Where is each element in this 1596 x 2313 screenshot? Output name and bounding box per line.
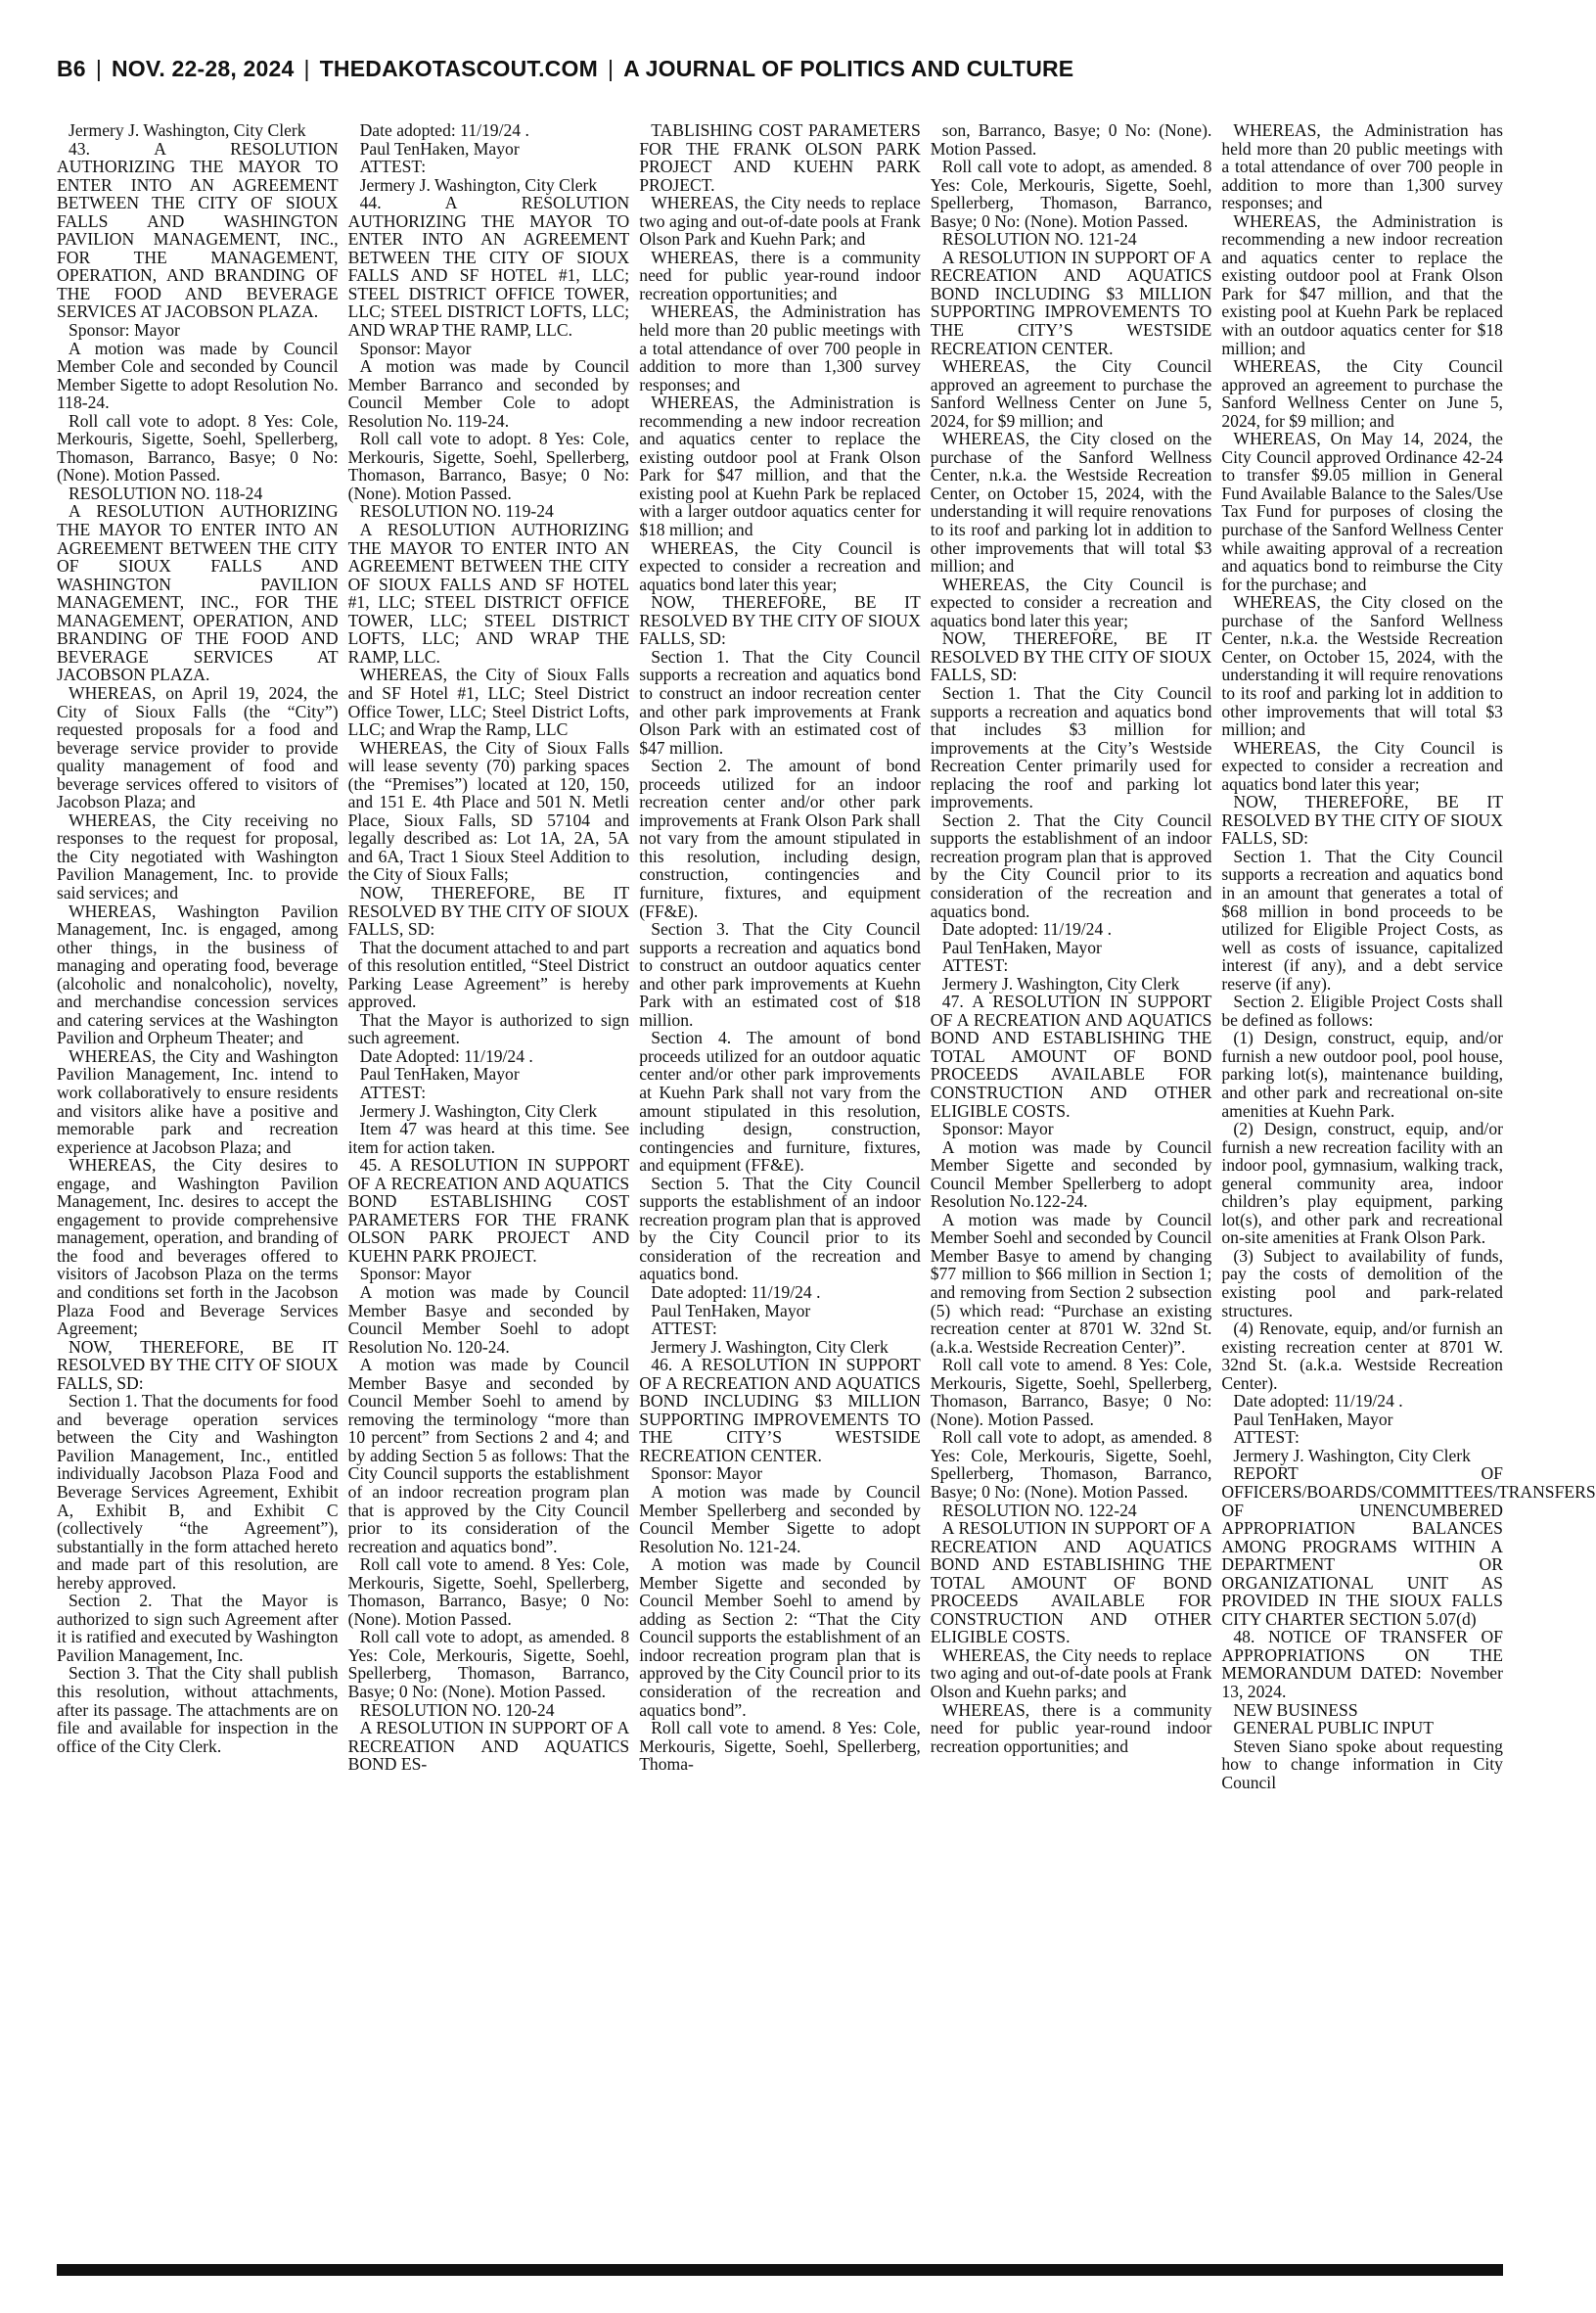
column-paragraph: A motion was made by Council Member Basye and seconded by Council Member Soehl to adopt Resolution No. 120-24. (347, 1282, 630, 1357)
column-paragraph: RESOLUTION NO. 118-24 (68, 483, 263, 503)
column-paragraph: ATTEST: (1233, 1427, 1300, 1448)
column-paragraph: RESOLUTION NO. 121-24 (941, 229, 1137, 250)
publication-tagline: A JOURNAL OF POLITICS AND CULTURE (623, 55, 1074, 81)
column-paragraph: Roll call vote to adopt. 8 Yes: Cole, Merkouris, Sigette, Soehl, Spellerberg, Thomason, Barranco, Basye; 0 No: (None). Motion Passed. (347, 429, 630, 503)
column-paragraph: Jermery J. Washington, City Clerk (941, 973, 1180, 994)
column-paragraph: WHEREAS, there is a community need for public year-round indoor recreation opportunities; and (930, 1699, 1212, 1756)
column-paragraph: A motion was made by Council Member Sigette and seconded by Council Member Spellerberg to adopt Resolution No.122-24. (930, 1136, 1212, 1212)
column-paragraph: 48. NOTICE OF TRANSFER OF APPROPRIATIONS ON THE MEMORANDUM DATED: November 13, 2024. (1221, 1627, 1503, 1702)
column-paragraph: WHEREAS, the City closed on the purchase of the Sanford Wellness Center, n.k.a. the Westside Recreation Center, on October 15, 2024, with the understanding it will require renovations to its roof and parking lot in addition to other improvements that will total $3 million; and (1221, 592, 1503, 740)
column-paragraph: 44. A RESOLUTION AUTHORIZING THE MAYOR TO ENTER INTO AN AGREEMENT BETWEEN THE CITY OF SIOUX FALLS AND SF HOTEL #1, LLC; STEEL DISTRICT OFFICE TOWER, LLC; STEEL DISTRICT LOFTS, LLC; AND WRAP THE RAMP, LLC. (347, 193, 630, 341)
column-paragraph: Paul TenHaken, Mayor (359, 138, 520, 159)
column-paragraph: NOW, THEREFORE, BE IT RESOLVED BY THE CITY OF SIOUX FALLS, SD: (1221, 792, 1503, 849)
column-paragraph: REPORT OF OFFICERS/BOARDS/COMMITTEES/TRANSFERS OF UNENCUMBERED APPROPRIATION BALANCES AMONG PROGRAMS WITHIN A DEPARTMENT OR ORGANIZATIONAL UNIT AS PROVIDED IN THE SIOUX FALLS CITY CHARTER SECTION 5.07(d) (1221, 1463, 1596, 1629)
legal-notice-columns (57, 120, 1596, 2255)
column-paragraph: A RESOLUTION IN SUPPORT OF A RECREATION AND AQUATICS BOND INCLUDING $3 MILLION SUPPORTING IMPROVEMENTS TO THE CITY’S WESTSIDE RECREATION CENTER. (930, 247, 1212, 358)
column-paragraph: Section 2. That the City Council supports the establishment of an indoor recreation program plan that is approved by the City Council prior to its consideration of the recreation and aquatics bond. (930, 810, 1212, 921)
text-column-3 (639, 121, 921, 2255)
column-paragraph: A RESOLUTION IN SUPPORT OF A RECREATION AND AQUATICS BOND AND ESTABLISHING THE TOTAL AMOUNT OF BOND PROCEEDS AVAILABLE FOR CONSTRUCTION AND OTHER ELIGIBLE COSTS. (930, 1518, 1212, 1647)
text-column-5 (1221, 120, 1596, 2255)
column-paragraph: A RESOLUTION AUTHORIZING THE MAYOR TO ENTER INTO AN AGREEMENT BETWEEN THE CITY OF SIOUX FALLS AND WASHINGTON PAVILION MANAGEMENT, INC., FOR THE MANAGEMENT, OPERATION, AND BRANDING OF THE FOOD AND BEVERAGE SERVICES AT JACOBSON PLAZA. (57, 501, 339, 685)
column-paragraph: 43. A RESOLUTION AUTHORIZING THE MAYOR TO ENTER INTO AN AGREEMENT BETWEEN THE CITY OF SIOUX FALLS AND WASHINGTON PAVILION MANAGEMENT, INC., FOR THE MANAGEMENT, OPERATION, AND BRANDING OF THE FOOD AND BEVERAGE SERVICES AT JACOBSON PLAZA. (57, 138, 339, 322)
page-number: B6 (57, 55, 86, 81)
column-paragraph: WHEREAS, the City Council approved an agreement to purchase the Sanford Wellness Center on June 5, 2024, for $9 million; and (930, 356, 1212, 431)
column-paragraph: (1) Design, construct, equip, and/or furnish a new outdoor pool, pool house, parking lot(s), maintenance building, and other park and recreational on-site amenities at Kuehn Park. (1221, 1028, 1503, 1121)
column-paragraph: Paul TenHaken, Mayor (1233, 1409, 1393, 1429)
column-paragraph: (3) Subject to availability of funds, pay the costs of demolition of the existing pool and park-related structures. (1221, 1245, 1503, 1320)
site-name: THEDAKOTASCOUT.COM (319, 55, 598, 81)
column-paragraph: A motion was made by Council Member Cole and seconded by Council Member Sigette to adopt Resolution No. 118-24. (57, 338, 339, 413)
header-separator: | (607, 55, 615, 81)
text-column-1 (57, 121, 339, 2255)
column-paragraph: A motion was made by Council Member Sigette and seconded by Council Member Soehl to amend by adding as Section 2: “That the City Council supports the establishment of an indoor recreation program plan that is approved by the City Council prior to its consideration of the recreation and aquatics bond”. (639, 1554, 921, 1720)
column-paragraph: 47. A RESOLUTION IN SUPPORT OF A RECREATION AND AQUATICS BOND AND ESTABLISHING THE TOTAL AMOUNT OF BOND PROCEEDS AVAILABLE FOR CONSTRUCTION AND OTHER ELIGIBLE COSTS. (930, 992, 1212, 1121)
column-paragraph: That the document attached to and part of this resolution entitled, “Steel District Parking Lease Agreement” is hereby approved. (347, 937, 630, 1012)
issue-date: NOV. 22-28, 2024 (112, 55, 295, 81)
column-paragraph: Date Adopted: 11/19/24 . (359, 1045, 533, 1066)
column-paragraph: NOW, THEREFORE, BE IT RESOLVED BY THE CITY OF SIOUX FALLS, SD: (57, 1336, 339, 1393)
column-paragraph: Section 2. Eligible Project Costs shall be defined as follows: (1221, 992, 1503, 1030)
column-paragraph: WHEREAS, the City and Washington Pavilion Management, Inc. intend to work collaboratively to ensure residents and visitors alike have a positive and memorable park and recreation experience at Jacobson Plaza; and (57, 1045, 339, 1157)
column-paragraph: GENERAL PUBLIC INPUT (1233, 1718, 1434, 1738)
column-paragraph: A motion was made by Council Member Soehl and seconded by Council Member Basye to amend by changing $77 million to $66 million in Section 1; and removing from Section 2 subsection (5) which read: “Purchase an existing recreation center at 8701 W. 32nd St. (a.k.a. Westside Recreation Center)”. (930, 1209, 1212, 1357)
column-paragraph: Date adopted: 11/19/24 . (359, 120, 529, 140)
column-paragraph: NEW BUSINESS (1233, 1699, 1358, 1720)
column-paragraph: RESOLUTION NO. 120-24 (359, 1699, 555, 1720)
column-paragraph: Section 1. That the City Council supports a recreation and aquatics bond in an amount that generates a total of $68 million in bond proceeds to be utilized for Eligible Project Costs, as well as costs of issuance, capitalized interest (if any), and a debt service reserve (if any). (1221, 846, 1503, 994)
column-paragraph: ATTEST: (359, 157, 427, 177)
column-paragraph: Date adopted: 11/19/24 . (941, 919, 1113, 940)
column-paragraph: Date adopted: 11/19/24 . (651, 1282, 821, 1302)
column-paragraph: WHEREAS, the Administration is recommending a new indoor recreation and aquatics center to replace the existing outdoor pool at Frank Olson Park for $47 million, and that the existing pool at Kuehn Park be replaced with a larger outdoor aquatics center for $18 million; and (639, 393, 921, 540)
column-paragraph: That the Mayor is authorized to sign such agreement. (347, 1009, 630, 1048)
column-paragraph: Jermery J. Washington, City Clerk (359, 174, 598, 195)
column-paragraph: Section 1. That the City Council supports a recreation and aquatics bond that includes $3 million for improvements at the City’s Westside Recreation Center primarily used for replacing the roof and parking lot improvements. (930, 682, 1212, 812)
column-paragraph: TABLISHING COST PARAMETERS FOR THE FRANK OLSON PARK PROJECT AND KUEHN PARK PROJECT. (639, 120, 921, 195)
column-paragraph: Roll call vote to adopt, as amended. 8 Yes: Cole, Merkouris, Sigette, Soehl, Spellerberg, Thomason, Barranco, Basye; 0 No: (None). Motion Passed. (347, 1627, 630, 1702)
column-paragraph: A RESOLUTION AUTHORIZING THE MAYOR TO ENTER INTO AN AGREEMENT BETWEEN THE CITY OF SIOUX FALLS AND SF HOTEL #1, LLC; STEEL DISTRICT OFFICE TOWER, LLC; STEEL DISTRICT LOFTS, LLC; AND WRAP THE RAMP, LLC. (347, 520, 630, 667)
column-paragraph: Roll call vote to adopt, as amended. 8 Yes: Cole, Merkouris, Sigette, Soehl, Spellerberg, Thomason, Barranco, Basye; 0 No: (None). Motion Passed. (930, 1427, 1212, 1503)
column-paragraph: Sponsor: Mayor (651, 1463, 763, 1484)
column-paragraph: WHEREAS, the City of Sioux Falls will lease seventy (70) parking spaces (the “Premises”) located at 120, 150, and 151 E. 4th Place and 501 N. Metli Place, Sioux Falls, SD 57104 and legally described as: Lot 1A, 2A, 5A and 6A, Tract 1 Sioux Steel Addition to the City of Sioux Falls; (347, 737, 630, 885)
column-paragraph: WHEREAS, Washington Pavilion Management, Inc. is engaged, among other things, in the business of managing and operating food, beverage (alcoholic and nonalcoholic), novelty, and merchandise concession services and catering services at the Washington Pavilion and Orpheum Theater; and (57, 901, 339, 1048)
column-paragraph: Jermery J. Washington, City Clerk (651, 1336, 889, 1357)
column-paragraph: NOW, THEREFORE, BE IT RESOLVED BY THE CITY OF SIOUX FALLS, SD: (347, 882, 630, 940)
column-paragraph: WHEREAS, the Administration is recommending a new indoor recreation and aquatics center to replace the existing outdoor pool at Frank Olson Park for $47 million, and that the existing pool at Kuehn Park be replaced with an outdoor aquatics center for $18 million; and (1221, 210, 1503, 358)
column-paragraph: (2) Design, construct, equip, and/or furnish a new recreation facility with an indoor pool, gymnasium, walking track, general community area, indoor children’s play equipment, parking lot(s), and other park and recreational on-site amenities at Frank Olson Park. (1221, 1119, 1503, 1248)
page-header (57, 51, 1505, 86)
column-paragraph: Jermery J. Washington, City Clerk (68, 120, 306, 140)
column-paragraph: WHEREAS, the City needs to replace two aging and out-of-date pools at Frank Olson Park and Kuehn Park; and (639, 193, 921, 250)
header-separator: | (95, 55, 102, 81)
column-paragraph: Paul TenHaken, Mayor (941, 937, 1102, 957)
column-paragraph: Paul TenHaken, Mayor (651, 1300, 811, 1320)
column-paragraph: Jermery J. Washington, City Clerk (359, 1100, 598, 1121)
column-paragraph: Section 1. That the documents for food and beverage operation services between the City and Washington Pavilion Management, Inc., entitled individually Jacobson Plaza Food and Beverage Services Agreement, Exhibit A, Exhibit B, and Exhibit C (collectively “the Agreement”), substantially in the form attached hereto and made part of this resolution, are hereby approved. (57, 1391, 339, 1593)
column-paragraph: Section 2. That the Mayor is authorized to sign such Agreement after it is ratified and executed by Washington Pavilion Management, Inc. (57, 1591, 339, 1665)
column-paragraph: A RESOLUTION IN SUPPORT OF A RECREATION AND AQUATICS BOND ES- (347, 1718, 630, 1775)
column-paragraph: Roll call vote to amend. 8 Yes: Cole, Merkouris, Sigette, Soehl, Spellerberg, Thoma- (639, 1718, 921, 1775)
column-paragraph: Roll call vote to amend. 8 Yes: Cole, Merkouris, Sigette, Soehl, Spellerberg, Thomason, Barranco, Basye; 0 No: (None). Motion Passed. (930, 1355, 1212, 1429)
column-paragraph: Date adopted: 11/19/24 . (1233, 1391, 1403, 1411)
column-paragraph: Sponsor: Mayor (941, 1119, 1054, 1139)
column-paragraph: WHEREAS, the City Council is expected to consider a recreation and aquatics bond later this year; (930, 574, 1212, 630)
column-paragraph: Roll call vote to adopt, as amended. 8 Yes: Cole, Merkouris, Sigette, Soehl, Spellerberg, Thomason, Barranco, Basye; 0 No: (None). Motion Passed. (930, 157, 1212, 231)
column-paragraph: WHEREAS, the City receiving no responses to the request for proposal, the City negotiated with Washington Pavilion Management, Inc. to provide said services; and (57, 810, 339, 902)
column-paragraph: 46. A RESOLUTION IN SUPPORT OF A RECREATION AND AQUATICS BOND INCLUDING $3 MILLION SUPPORTING IMPROVEMENTS TO THE CITY’S WESTSIDE RECREATION CENTER. (639, 1355, 921, 1465)
text-column-4 (931, 121, 1212, 2255)
column-paragraph: RESOLUTION NO. 119-24 (359, 501, 554, 522)
column-paragraph: Section 1. That the City Council supports a recreation and aquatics bond to construct an indoor recreation center and other park improvements at Frank Olson Park with an estimated cost of $47 million. (639, 646, 921, 758)
column-paragraph: Section 4. The amount of bond proceeds utilized for an outdoor aquatic center and/or other park improvements at Kuehn Park shall not vary from the amount stipulated in this resolution, including design, construction, contingencies and furniture, fixtures, and equipment (FF&E). (639, 1028, 921, 1176)
column-paragraph: Jermery J. Washington, City Clerk (1233, 1445, 1471, 1465)
text-column-2 (348, 121, 630, 2255)
column-paragraph: NOW, THEREFORE, BE IT RESOLVED BY THE CITY OF SIOUX FALLS, SD: (639, 592, 921, 649)
column-paragraph: Item 47 was heard at this time. See item for action taken. (347, 1119, 630, 1157)
column-paragraph: 45. A RESOLUTION IN SUPPORT OF A RECREATION AND AQUATICS BOND ESTABLISHING COST PARAMETERS FOR THE FRANK OLSON PARK PROJECT AND KUEHN PARK PROJECT. (347, 1155, 630, 1266)
column-paragraph: Section 2. The amount of bond proceeds utilized for an indoor recreation center and/or other park improvements at Frank Olson Park shall not vary from the amount stipulated in this resolution, including design, construction, contingencies and furniture, fixtures, and equipment (FF&E). (639, 756, 921, 921)
column-paragraph: Sponsor: Mayor (359, 1264, 472, 1284)
column-paragraph: Section 3. That the City shall publish this resolution, without attachments, after its passage. The attachments are on file and available for inspection in the office of the City Clerk. (57, 1663, 339, 1756)
column-paragraph: ATTEST: (651, 1318, 717, 1339)
column-paragraph: NOW, THEREFORE, BE IT RESOLVED BY THE CITY OF SIOUX FALLS, SD: (930, 628, 1212, 685)
column-paragraph: WHEREAS, there is a community need for public year-round indoor recreation opportunities; and (639, 247, 921, 303)
column-paragraph: Paul TenHaken, Mayor (359, 1064, 520, 1085)
column-paragraph: Section 3. That the City Council supports a recreation and aquatics bond to construct an outdoor aquatics center and other park improvements at Kuehn Park with an estimated cost of $18 million. (639, 919, 921, 1030)
column-paragraph: ATTEST: (941, 955, 1009, 976)
column-paragraph: ATTEST: (359, 1082, 427, 1102)
column-paragraph: A motion was made by Council Member Spellerberg and seconded by Council Member Sigette to adopt Resolution No. 121-24. (639, 1482, 921, 1556)
column-paragraph: WHEREAS, the City Council is expected to consider a recreation and aquatics bond later this year; (639, 537, 921, 594)
column-paragraph: WHEREAS, the Administration has held more than 20 public meetings with a total attendance of over 700 people in addition to more than 1,300 survey responses; and (1221, 120, 1503, 213)
column-paragraph: (4) Renovate, equip, and/or furnish an existing recreation center at 8701 W. 32nd St. (a.k.a. Westside Recreation Center). (1221, 1318, 1503, 1393)
column-paragraph: A motion was made by Council Member Basye and seconded by Council Member Soehl to amend by removing the terminology “more than 10 percent” from Sections 2 and 4; and by adding Section 5 as follows: That the City Council supports the establishment of an indoor recreation program plan that is approved by the City Council prior to its consideration of the recreation and aquatics bond”. (347, 1355, 630, 1556)
column-paragraph: WHEREAS, On May 14, 2024, the City Council approved Ordinance 42-24 to transfer $9.05 million in General Fund Available Balance to the Sales/Use Tax Fund for purposes of closing the purchase of the Sanford Wellness Center while awaiting approval of a recreation and aquatics bond to reimburse the City for the purchase; and (1221, 429, 1503, 594)
header-separator: | (303, 55, 310, 81)
column-paragraph: A motion was made by Council Member Barranco and seconded by Council Member Cole to adopt Resolution No. 119-24. (347, 356, 630, 431)
column-paragraph: son, Barranco, Basye; 0 No: (None). Motion Passed. (930, 120, 1212, 159)
column-paragraph: Sponsor: Mayor (359, 338, 472, 358)
column-paragraph: RESOLUTION NO. 122-24 (941, 1500, 1137, 1520)
column-paragraph: Roll call vote to adopt. 8 Yes: Cole, Merkouris, Sigette, Soehl, Spellerberg, Thomason, Barranco, Basye; 0 No: (None). Motion Passed. (57, 410, 339, 486)
bottom-rule (57, 2264, 1503, 2276)
column-paragraph: WHEREAS, the City Council approved an agreement to purchase the Sanford Wellness Center on June 5, 2024, for $9 million; and (1221, 356, 1503, 431)
column-paragraph: Roll call vote to amend. 8 Yes: Cole, Merkouris, Sigette, Soehl, Spellerberg, Thomason, Barranco, Basye; 0 No: (None). Motion Passed. (347, 1554, 630, 1629)
column-paragraph: WHEREAS, the Administration has held more than 20 public meetings with a total attendance of over 700 people in addition to more than 1,300 survey responses; and (639, 301, 921, 394)
column-paragraph: Section 5. That the City Council supports the establishment of an indoor recreation program plan that is approved by the City Council prior to its consideration of the recreation and aquatics bond. (639, 1173, 921, 1284)
column-paragraph: WHEREAS, on April 19, 2024, the City of Sioux Falls (the “City”) requested proposals for a food and beverage service provider to provide quality management of food and beverage services offered to visitors of Jacobson Plaza; and (57, 682, 339, 812)
column-paragraph: WHEREAS, the City desires to engage, and Washington Pavilion Management, Inc. desires to accept the engagement to provide comprehensive management, operation, and branding of the food and beverages offered to visitors of Jacobson Plaza on the terms and conditions set forth in the Jacobson Plaza Food and Beverage Services Agreement; (57, 1155, 339, 1339)
column-paragraph: Steven Siano spoke about requesting how to change information in City Council (1221, 1735, 1503, 1792)
column-paragraph: WHEREAS, the City needs to replace two aging and out-of-date pools at Frank Olson and Kuehn parks; and (930, 1644, 1212, 1702)
column-paragraph: WHEREAS, the City Council is expected to consider a recreation and aquatics bond later this year; (1221, 737, 1503, 794)
column-paragraph: Sponsor: Mayor (68, 320, 180, 341)
column-paragraph: WHEREAS, the City of Sioux Falls and SF Hotel #1, LLC; Steel District Office Tower, LLC; Steel District Lofts, LLC; and Wrap the Ramp, LLC (347, 665, 630, 740)
column-paragraph: WHEREAS, the City closed on the purchase of the Sanford Wellness Center, n.k.a. the Westside Recreation Center, on October 15, 2024, with the understanding it will require renovations to its roof and parking lot in addition to other improvements that will total $3 million; and (930, 429, 1212, 577)
